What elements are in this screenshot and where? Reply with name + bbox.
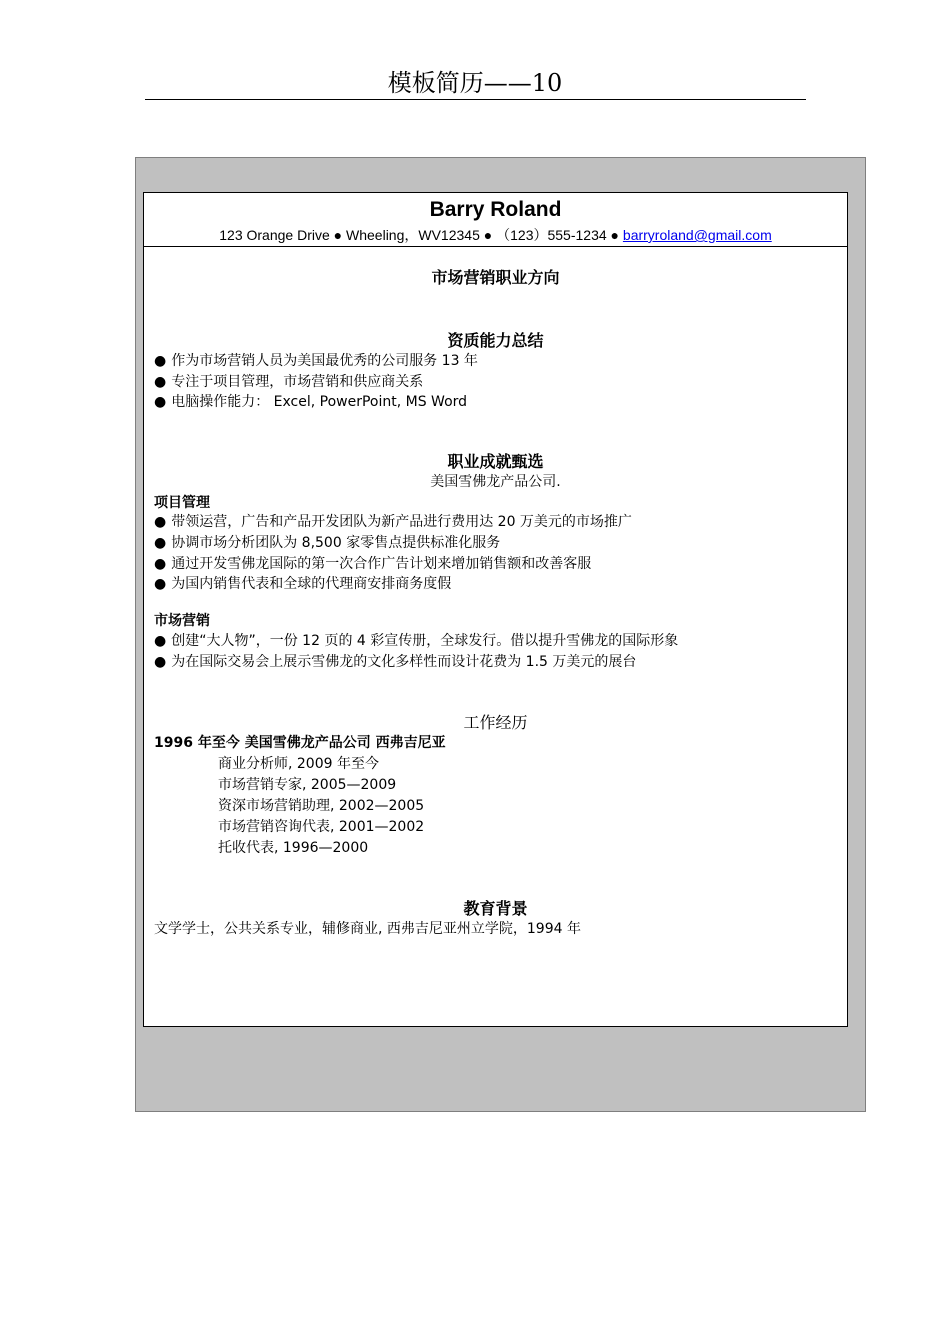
bullet-icon: ● [154,556,167,572]
bullet-icon: ● [154,394,167,410]
achievement-bullet: ● 创建“大人物”，一份 12 页的 4 彩宣传册，全球发行。借以提升雪佛龙的国际形象 [154,633,679,649]
summary-bullet: ● 专注于项目管理，市场营销和供应商关系 [154,374,424,390]
separator-dot: ● [333,227,343,243]
position-item: 托收代表, 1996—2000 [218,840,369,856]
summary-heading: 资质能力总结 [447,331,544,350]
objective-heading: 市场营销职业方向 [431,268,560,287]
bullet-icon: ● [154,374,167,390]
contact-city: Wheeling，WV12345 [346,227,480,243]
candidate-name: Barry Roland [429,198,562,221]
contact-address: 123 Orange Drive [219,227,330,243]
bullet-icon: ● [154,514,167,530]
achievement-bullet: ● 协调市场分析团队为 8,500 家零售点提供标准化服务 [154,535,501,551]
bullet-icon: ● [154,633,167,649]
position-item: 商业分析师, 2009 年至今 [218,756,379,772]
education-heading: 教育背景 [463,899,528,918]
bullet-icon: ● [154,535,167,551]
achievements-heading: 职业成就甄选 [447,452,544,471]
experience-heading: 工作经历 [463,713,528,732]
page-title: 模板简历——10 [387,69,563,97]
title-underline [145,99,806,100]
achievement-bullet: ● 为国内销售代表和全球的代理商安排商务度假 [154,576,452,592]
resume-header [144,193,847,247]
achievement-bullet: ● 通过开发雪佛龙国际的第一次合作广告计划来增加销售额和改善客服 [154,556,592,572]
employer-line: 1996 年至今 美国雪佛龙产品公司 西弗吉尼亚 [154,735,446,751]
separator-dot: ● [610,227,620,243]
bullet-icon: ● [154,576,167,592]
position-item: 市场营销专家, 2005—2009 [218,777,397,793]
position-item: 市场营销咨询代表, 2001—2002 [218,819,425,835]
resume-card [143,192,848,1027]
bullet-icon: ● [154,654,167,670]
achievements-company: 美国雪佛龙产品公司. [430,474,561,490]
achievement-group-title: 项目管理 [154,495,210,511]
achievement-bullet: ● 带领运营，广告和产品开发团队为新产品进行费用达 20 万美元的市场推广 [154,514,632,530]
achievement-group-title: 市场营销 [154,613,210,629]
education-line: 文学学士，公共关系专业，辅修商业, 西弗吉尼亚州立学院，1994 年 [154,921,581,937]
contact-email-link[interactable]: barryroland@gmail.com [622,227,772,243]
contact-line [144,226,847,244]
summary-bullet: ● 电脑操作能力： Excel, PowerPoint, MS Word [154,394,468,410]
bullet-icon: ● [154,353,167,369]
position-item: 资深市场营销助理, 2002—2005 [218,798,425,814]
achievement-bullet: ● 为在国际交易会上展示雪佛龙的文化多样性而设计花费为 1.5 万美元的展台 [154,654,637,670]
contact-phone: （123）555-1234 [496,227,607,243]
separator-dot: ● [483,227,493,243]
summary-bullet: ● 作为市场营销人员为美国最优秀的公司服务 13 年 [154,353,478,369]
